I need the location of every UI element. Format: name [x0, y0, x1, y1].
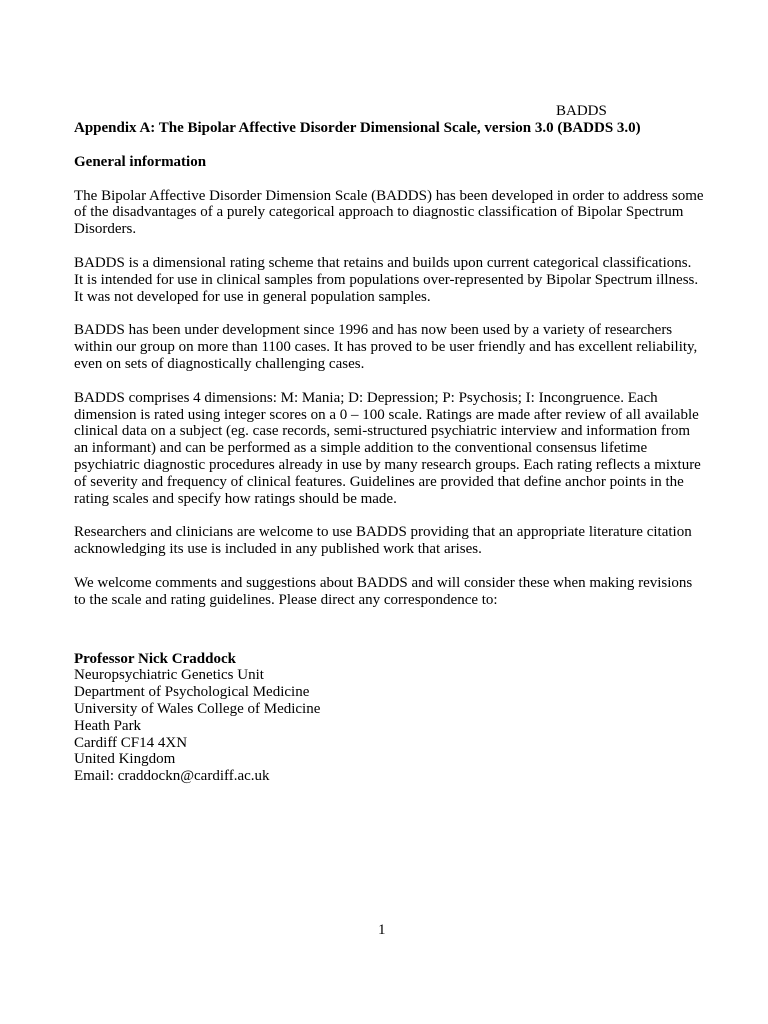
contact-unit: Neuropsychiatric Genetics Unit — [74, 667, 264, 684]
paragraph-feedback: We welcome comments and suggestions about BADDS and will consider these when making revisions to the scale and rating guidelines. Please direct any correspondence to: — [74, 574, 693, 608]
contact-department: Department of Psychological Medicine — [74, 684, 310, 701]
document-title: Appendix A: The Bipolar Affective Disorder Dimensional Scale, version 3.0 (BADDS 3.0) — [74, 120, 641, 136]
contact-street: Heath Park — [74, 717, 142, 734]
section-heading: General information — [74, 153, 207, 170]
contact-block — [74, 651, 704, 785]
contact-email[interactable]: Email: craddockn@cardiff.ac.uk — [74, 768, 270, 785]
document-body — [74, 120, 704, 785]
contact-city: Cardiff CF14 4XN — [74, 734, 188, 751]
paragraph-intro: The Bipolar Affective Disorder Dimension Scale (BADDS) has been developed in order to address some of the disadvantages of a purely categorical approach to diagnostic classification of Bipolar Spectrum Disorders. — [74, 187, 704, 238]
paragraph-dimensions: BADDS comprises 4 dimensions: M: Mania; D: Depression; P: Psychosis; I: Incongruence. Each dimension is rated using integer scores on a 0 – 100 scale. Ratings are made after review of all available clinical data on a subject (eg. case records, semi-structured psychiatric interview and information from an informant) and can be performed as a simple addition to the conventional consensus lifetime psychiatric diagnostic procedures already in use by many research groups. Each rating reflects a mixture of severity and frequency of clinical features. Guidelines are provided that define anchor points in the rating scales and specify how ratings should be made. — [74, 389, 701, 507]
paragraph-usage: Researchers and clinicians are welcome to use BADDS providing that an appropriate literature citation acknowledging its use is included in any published work that arises. — [74, 524, 692, 558]
page-number: 1 — [378, 922, 386, 938]
running-header: BADDS — [556, 103, 607, 119]
contact-name: Professor Nick Craddock — [74, 650, 236, 667]
paragraph-development: BADDS has been under development since 1996 and has now been used by a variety of researchers within our group on more than 1100 cases. It has proved to be user friendly and has excellent reliability, even on sets of diagnostically challenging cases. — [74, 322, 698, 372]
contact-institution: University of Wales College of Medicine — [74, 700, 321, 717]
contact-country: United Kingdom — [74, 751, 176, 768]
paragraph-scheme: BADDS is a dimensional rating scheme that retains and builds upon current categorical classifications. It is intended for use in clinical samples from populations over-represented by Bipolar Spectrum illness. It was not developed for use in general population samples. — [74, 254, 699, 305]
